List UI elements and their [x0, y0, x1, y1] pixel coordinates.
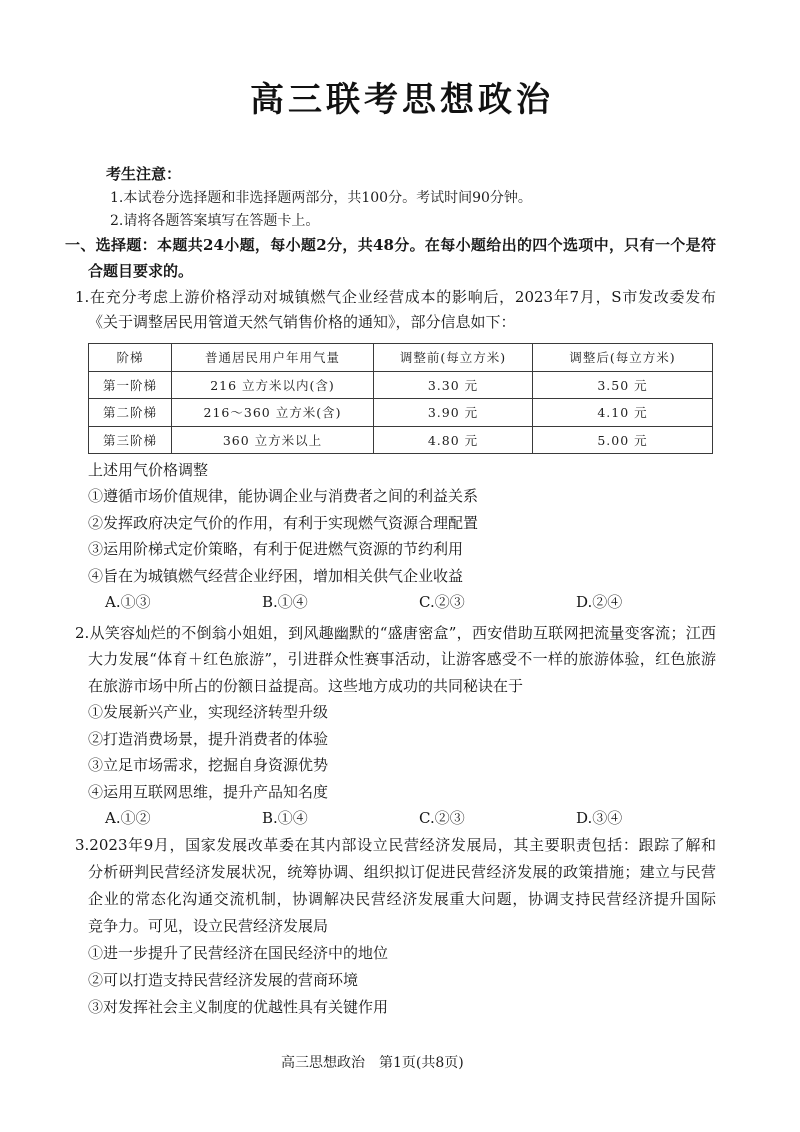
notice-heading: 考生注意： — [106, 165, 182, 183]
table-header-cell: 阶梯 — [89, 344, 172, 372]
statement-item: ②打造消费场景，提升消费者的体验 — [88, 729, 329, 748]
question-lead: 上述用气价格调整 — [88, 461, 209, 479]
question-1-options — [88, 457, 716, 615]
statement-item: ①遵循市场价值规律，能协调企业与消费者之间的利益关系 — [88, 487, 479, 506]
table-cell: 3.50 元 — [533, 371, 713, 399]
table-cell: 5.00 元 — [533, 426, 713, 454]
question-3 — [75, 832, 716, 1021]
choice-a: A.①② — [105, 809, 151, 828]
notice-item: 2.请将各题答案填写在答题卡上。 — [110, 213, 320, 229]
choice-a: A.①③ — [105, 593, 151, 612]
section-heading — [65, 233, 716, 284]
table-header-row — [89, 344, 713, 372]
statement-item: ③立足市场需求，挖掘自身资源优势 — [88, 756, 329, 775]
table-cell: 第二阶梯 — [89, 399, 172, 427]
table-cell: 第三阶梯 — [89, 426, 172, 454]
notice-item: 1.本试卷分选择题和非选择题两部分，共100分。考试时间90分钟。 — [110, 189, 532, 206]
table-cell: 216 立方米以内(含) — [172, 371, 374, 399]
answer-choices — [88, 805, 716, 831]
choice-c: C.②③ — [419, 809, 465, 828]
table-cell: 3.90 元 — [374, 399, 533, 427]
statement-item: ④运用互联网思维，提升产品知名度 — [88, 782, 329, 801]
table-header-cell: 调整前(每立方米) — [374, 344, 533, 372]
statement-item: ③运用阶梯式定价策略，有利于促进燃气资源的节约利用 — [88, 540, 464, 559]
choice-c: C.②③ — [419, 593, 465, 612]
statement-item: ①进一步提升了民营经济在国民经济中的地位 — [88, 944, 389, 962]
table-header-cell: 普通居民用户年用气量 — [172, 344, 374, 372]
table-cell: 4.80 元 — [374, 426, 533, 454]
choice-d: D.③④ — [576, 809, 623, 828]
statement-item: ④旨在为城镇燃气经营企业纾困，增加相关供气企业收益 — [88, 566, 464, 585]
choice-b: B.①④ — [262, 809, 308, 828]
statement-item: ③对发挥社会主义制度的优越性具有关键作用 — [88, 998, 389, 1016]
answer-choices — [88, 589, 716, 615]
question-stem-line: 分析研判民营经济发展状况，统筹协调、组织拟订促进民营经济发展的政策措施；建立与民营 — [88, 863, 716, 881]
question-stem-line: 3.2023年9月，国家发展改革委在其内部设立民营经济发展局，其主要职责包括：跟踪了解和 — [75, 836, 716, 854]
candidate-notice — [106, 163, 706, 234]
choice-b: B.①④ — [262, 593, 308, 612]
statement-item: ②可以打造支持民营经济发展的营商环境 — [88, 971, 359, 989]
question-stem-line: 竞争力。可见，设立民营经济发展局 — [88, 917, 329, 935]
section-heading-line: 一、选择题：本题共24小题，每小题2分，共48分。在每小题给出的四个选项中，只有一个是符 — [65, 236, 716, 254]
page-title: 高三联考思想政治 — [250, 80, 554, 120]
question-stem-line: 2.从笑容灿烂的不倒翁小姐姐，到风趣幽默的“盛唐密盒”，西安借助互联网把流量变客流；江西 — [75, 624, 716, 642]
table-cell: 360 立方米以上 — [172, 426, 374, 454]
page-footer: 高三思想政治 第1页(共8页) — [281, 1055, 464, 1071]
choice-d: D.②④ — [576, 593, 623, 612]
table-header-cell: 调整后(每立方米) — [533, 344, 713, 372]
table-row — [89, 371, 713, 399]
question-stem-line: 大力发展“体育＋红色旅游”，引进群众性赛事活动，让游客感受不一样的旅游体验，红色旅游 — [88, 650, 716, 669]
table-row — [89, 399, 713, 427]
table-cell: 4.10 元 — [533, 399, 713, 427]
section-heading-line: 合题目要求的。 — [88, 261, 194, 280]
question-stem-line: 企业的常态化沟通交流机制，协调解决民营经济发展重大问题，协调支持民营经济提升国际 — [88, 890, 716, 908]
table-cell: 216～360 立方米(含) — [172, 399, 374, 427]
question-1-stem — [75, 285, 716, 335]
gas-price-table — [88, 343, 713, 454]
statement-item: ①发展新兴产业，实现经济转型升级 — [88, 703, 329, 722]
table-cell: 第一阶梯 — [89, 371, 172, 399]
question-stem-line: 《关于调整居民用管道天然气销售价格的通知》，部分信息如下： — [88, 313, 516, 331]
statement-item: ②发挥政府决定气价的作用，有利于实现燃气资源合理配置 — [88, 513, 479, 532]
table-row — [89, 426, 713, 454]
table-cell: 3.30 元 — [374, 371, 533, 399]
question-stem-line: 在旅游市场中所占的份额日益提高。这些地方成功的共同秘诀在于 — [88, 676, 524, 695]
question-stem-line: 1.在充分考虑上游价格浮动对城镇燃气企业经营成本的影响后，2023年7月，S市发改委发布 — [75, 288, 716, 306]
question-2 — [75, 620, 716, 832]
